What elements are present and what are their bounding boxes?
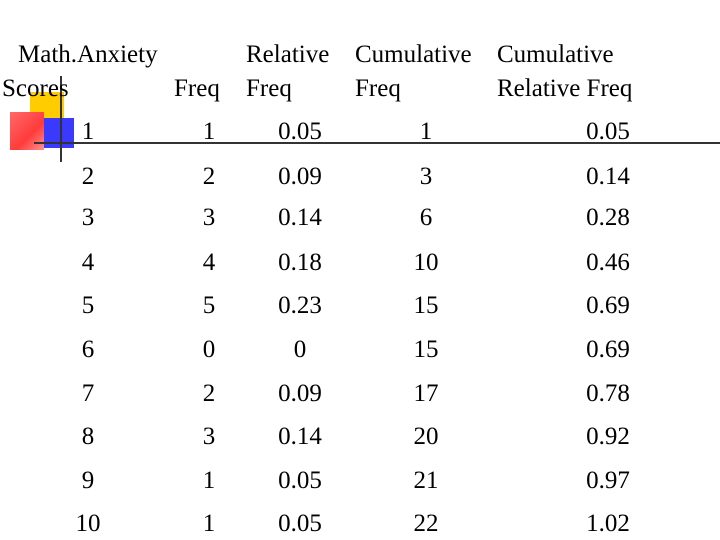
cumulative-relative-freq-cell: 0.97 xyxy=(586,467,630,494)
relative-freq-cell: 0.09 xyxy=(278,380,322,407)
freq-cell: 2 xyxy=(202,163,216,190)
score-cell: 2 xyxy=(81,163,95,190)
header-cumulative-freq-line2: Freq xyxy=(355,75,401,102)
cumulative-freq-cell: 10 xyxy=(413,249,439,276)
header-relative-freq-line2: Freq xyxy=(246,75,292,102)
score-cell: 5 xyxy=(81,292,95,319)
cumulative-relative-freq-cell: 0.46 xyxy=(586,249,630,276)
score-cell: 7 xyxy=(81,380,95,407)
cumulative-relative-freq-cell: 1.02 xyxy=(586,510,630,537)
relative-freq-cell: 0.14 xyxy=(278,423,322,450)
cumulative-freq-cell: 15 xyxy=(413,292,439,319)
cumulative-freq-cell: 21 xyxy=(413,467,439,494)
header-relative-freq-line1: Relative xyxy=(246,41,330,68)
cumulative-freq-cell: 6 xyxy=(419,204,433,231)
score-cell: 6 xyxy=(81,336,95,363)
relative-freq-cell: 0.18 xyxy=(278,249,322,276)
score-cell: 10 xyxy=(75,510,101,537)
relative-freq-cell: 0.05 xyxy=(278,510,322,537)
header-scores-line2: Scores xyxy=(2,75,69,102)
freq-cell: 2 xyxy=(202,380,216,407)
freq-cell: 3 xyxy=(202,204,216,231)
cumulative-relative-freq-cell: 0.14 xyxy=(586,163,630,190)
header-cumulative-relative-freq-line1: Cumulative xyxy=(497,41,614,68)
cumulative-relative-freq-cell: 0.69 xyxy=(586,336,630,363)
header-cumulative-relative-freq-line2: Relative Freq xyxy=(497,75,633,102)
cumulative-freq-cell: 15 xyxy=(413,336,439,363)
freq-cell: 3 xyxy=(202,423,216,450)
relative-freq-cell: 0.09 xyxy=(278,163,322,190)
freq-cell: 0 xyxy=(202,336,216,363)
relative-freq-cell: 0.14 xyxy=(278,204,322,231)
cumulative-relative-freq-cell: 0.92 xyxy=(586,423,630,450)
header-freq: Freq xyxy=(174,75,220,102)
cumulative-relative-freq-cell: 0.28 xyxy=(586,204,630,231)
cumulative-freq-cell: 17 xyxy=(413,380,439,407)
freq-cell: 1 xyxy=(202,467,216,494)
relative-freq-cell: 0.05 xyxy=(278,118,322,145)
score-cell: 3 xyxy=(81,204,95,231)
cumulative-relative-freq-cell: 0.69 xyxy=(586,292,630,319)
header-cumulative-freq-line1: Cumulative xyxy=(355,41,472,68)
score-cell: 8 xyxy=(81,423,95,450)
cumulative-relative-freq-cell: 0.78 xyxy=(586,380,630,407)
cumulative-freq-cell: 3 xyxy=(419,163,433,190)
relative-freq-cell: 0 xyxy=(293,336,307,363)
cumulative-freq-cell: 1 xyxy=(419,118,433,145)
freq-cell: 4 xyxy=(202,249,216,276)
freq-cell: 1 xyxy=(202,118,216,145)
score-cell: 4 xyxy=(81,249,95,276)
freq-cell: 1 xyxy=(202,510,216,537)
score-cell: 1 xyxy=(81,118,95,145)
header-scores-line1: Math.Anxiety xyxy=(18,41,158,68)
freq-cell: 5 xyxy=(202,292,216,319)
cumulative-freq-cell: 20 xyxy=(413,423,439,450)
relative-freq-cell: 0.05 xyxy=(278,467,322,494)
score-cell: 9 xyxy=(81,467,95,494)
cumulative-freq-cell: 22 xyxy=(413,510,439,537)
cumulative-relative-freq-cell: 0.05 xyxy=(586,118,630,145)
decorative-red-square xyxy=(10,112,44,150)
relative-freq-cell: 0.23 xyxy=(278,292,322,319)
